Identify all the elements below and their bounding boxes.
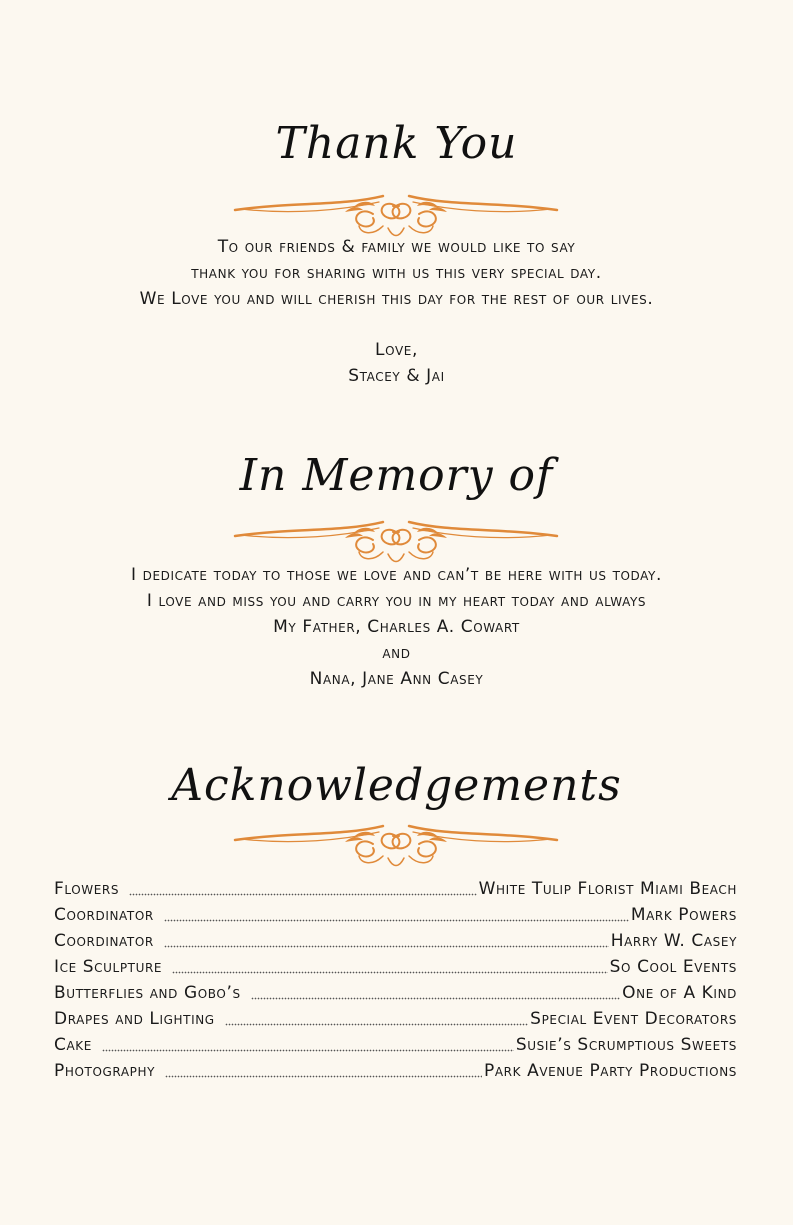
list-item <box>54 928 737 954</box>
ack-role: Photography <box>54 1061 156 1081</box>
ack-name: Special Event Decorators <box>530 1009 737 1029</box>
ack-role: Coordinator <box>54 905 154 925</box>
ack-role: Drapes and Lighting <box>54 1009 215 1029</box>
dot-leader <box>164 910 629 922</box>
memory-line: I dedicate today to those we love and can’t be here with us today. <box>131 565 662 585</box>
acknowledgements-title: Acknowledgements <box>171 760 622 811</box>
memory-line: and <box>382 643 411 663</box>
memory-line: I love and miss you and carry you in my heart today and always <box>146 591 647 611</box>
dot-leader <box>129 884 477 896</box>
signature-text: Stacey & Jai <box>348 366 445 386</box>
list-item <box>54 902 737 928</box>
ack-name: Harry W. Casey <box>610 931 737 951</box>
ack-role: Butterflies and Gobo’s <box>54 983 241 1003</box>
in-memory-message <box>0 562 793 692</box>
thank-you-line: thank you for sharing with us this very special day. <box>191 263 602 283</box>
memory-line: My Father, Charles A. Cowart <box>273 617 520 637</box>
thank-you-line: To our friends & family we would like to say <box>217 237 576 257</box>
dot-leader <box>164 936 609 948</box>
acknowledgements-list <box>54 876 737 1084</box>
dot-leader <box>165 1066 482 1078</box>
list-item <box>54 876 737 902</box>
list-item <box>54 1032 737 1058</box>
list-item <box>54 980 737 1006</box>
thank-you-signoff <box>0 337 793 389</box>
dot-leader <box>251 988 620 1000</box>
flourish-divider-icon <box>233 814 559 876</box>
thank-you-line: We Love you and will cherish this day for the rest of our lives. <box>139 289 654 309</box>
memory-line: Nana, Jane Ann Casey <box>309 669 484 689</box>
list-item <box>54 1058 737 1084</box>
ack-role: Coordinator <box>54 931 154 951</box>
in-memory-title: In Memory of <box>239 450 554 501</box>
ack-role: Ice Sculpture <box>54 957 163 977</box>
list-item <box>54 954 737 980</box>
dot-leader <box>225 1014 528 1026</box>
ack-name: Park Avenue Party Productions <box>484 1061 737 1081</box>
dot-leader <box>102 1040 514 1052</box>
ack-role: Cake <box>54 1035 92 1055</box>
ack-name: Susie’s Scrumptious Sweets <box>515 1035 737 1055</box>
closing-text: Love, <box>375 340 418 360</box>
thank-you-title: Thank You <box>275 118 518 169</box>
ack-name: One of A Kind <box>622 983 737 1003</box>
ack-name: White Tulip Florist Miami Beach <box>478 879 737 899</box>
ack-role: Flowers <box>54 879 120 899</box>
ack-name: So Cool Events <box>609 957 737 977</box>
thank-you-message <box>0 234 793 312</box>
ack-name: Mark Powers <box>630 905 737 925</box>
list-item <box>54 1006 737 1032</box>
dot-leader <box>172 962 608 974</box>
